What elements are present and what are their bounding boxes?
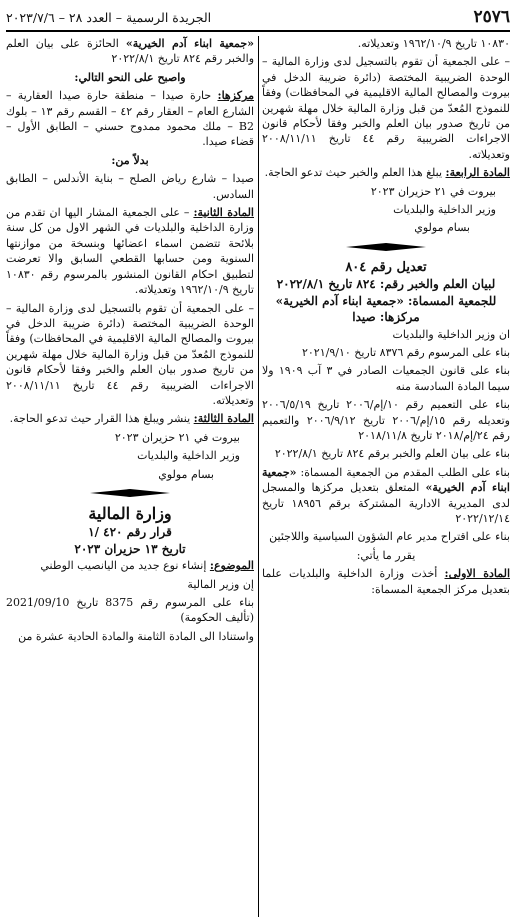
became-heading: واصبح على النحو التالي: [74, 70, 186, 84]
decision-number: قرار رقم ٤٢٠ /١ [88, 525, 172, 540]
separator-ornament [90, 488, 170, 498]
recital: واستنادا الى المادة الثامنة والمادة الحادية عشرة من [18, 629, 254, 643]
amendment-title: تعديل رقم ٨٠٤ [345, 259, 427, 275]
association-paragraph: «جمعية ابناء آدم الخيرية» الحائزة على بيان العلم والخبر رقم ٨٢٤ تاريخ ٢٠٢٢/٨/١ [6, 37, 254, 66]
article-4: المادة الرابعة: يبلغ هذا العلم والخبر حيث تدعو الحاجة. [264, 166, 510, 180]
recital: بناء على المرسوم رقم ٨٣٧٦ تاريخ ٢٠٢١/٩/١٠ [301, 345, 510, 359]
minister-name: بسام مولوي [414, 221, 470, 235]
decision-intro: يقرر ما يأتي: [356, 548, 416, 562]
tax-registration-paragraph: – على الجمعية أن تقوم بالتسجيل لدى وزارة المالية – الوحدة الضريبية المختصة (دائرة ضريبة الدخل في بيروت والمصالح المالية الاقليمية في المحافظات) وفقاً للنموذج المُعدّ من قبل وزارة المالية خلال مهلة شهرين من تاريخ صدور بيان العلم والخبر وفقا لأحكام قانون الاجراءات الضريبية رقم ٤٤ تاريخ ٢٠٠٨/١١/١١ وتعديلاته. [6, 301, 254, 407]
right-column [262, 36, 510, 917]
minister-name: بسام مولوي [158, 467, 214, 481]
page-header [6, 4, 510, 32]
column-divider [258, 36, 259, 917]
signature-date: بيروت في ٢١ حزيران ٢٠٢٣ [114, 430, 240, 444]
recital: بناء على المرسوم رقم 8375 تاريخ 2021/09/10 (تأليف الحكومة) [6, 596, 254, 625]
amendment-association: للجمعية المسماة: «جمعية ابناء آدم الخيرية» [275, 293, 497, 308]
minister-title: وزير الداخلية والبلديات [137, 449, 240, 463]
ministry-title: وزارة المالية [88, 503, 172, 523]
subject: الموضوع: إنشاء نوع جديد من اليانصيب الوطني [40, 559, 254, 573]
gazette-title: الجريدة الرسمية – العدد ٢٨ – ٢٠٢٣/٧/٦ [6, 9, 212, 25]
article-1: المادة الاولى: أخذت وزارة الداخلية والبلديات علما بتعديل مركز الجمعية المسماة: [262, 567, 510, 596]
page-number: ٢٥٧٦ [473, 7, 510, 27]
minister-title: وزير الداخلية والبلديات [393, 203, 496, 217]
preamble: إن وزير المالية [187, 577, 254, 591]
recital: بناء على قانون الجمعيات الصادر في ٣ آب ١٩٠٩ ولا سيما المادة السادسة منه [262, 364, 510, 393]
recital: بناء على الطلب المقدم من الجمعية المسماة: «جمعية ابناء آدم الخيرية» المتعلق بتعديل مركزها والمسجل لدى المديرية الادارية المشتركة برقم ١٨٩٥٦ تاريخ ٢٠٢٢/١٢/١٤ [262, 465, 510, 525]
preamble: ان وزير الداخلية والبلديات [392, 327, 510, 341]
left-column [6, 36, 254, 917]
decision-date: تاريخ ١٣ حزيران ٢٠٢٣ [74, 541, 186, 556]
article-3: المادة الثالثة: ينشر ويبلغ هذا القرار حيث تدعو الحاجة. [9, 412, 254, 426]
old-hq: صيدا – شارع رياض الصلح – بناية الأندلس – الطابق السادس. [6, 172, 254, 201]
recital: بناء على بيان العلم والخبر برقم ٨٢٤ تاريخ ٢٠٢٢/٨/١ [274, 447, 510, 461]
recital: بناء على التعميم رقم ١٠/إم/٢٠٠٦ تاريخ ٢٠٠٦/٥/١٩ وتعديله رقم ١٥/إم/٢٠٠٦ تاريخ ٢٠٠٦/٩/١٢ والتعميم رقم ٢٤/إم/٢٠١٨ تاريخ ٢٠١٨/١١/٨ [262, 398, 510, 442]
recital: بناء على اقتراح مدير عام الشؤون السياسية واللاجئين [269, 530, 510, 544]
amendment-hq: مركزها: صيدا [352, 310, 420, 325]
signature-date: بيروت في ٢١ حزيران ٢٠٢٣ [370, 184, 496, 198]
article-2: المادة الثانية: – على الجمعية المشار اليها ان تقدم من وزارة الداخلية والبلديات في الشهر الاول من كل سنة بلائحة تتضمن اسماء اعضائها وبنسخة من موازنتها السنوية ومن حسابها القطعي السابق والا تعرضت لتطبيق احكام القانون المنشور بالمرسوم رقم ١٠٨٣٠ تاريخ ١٩٦٢/١٠/٩ وتعديلاته. [6, 206, 254, 297]
tax-registration-paragraph: – على الجمعية أن تقوم بالتسجيل لدى وزارة المالية – الوحدة الضريبية المختصة (دائرة ضريبة الدخل في بيروت والمصالح المالية الاقليمية في المحافظات) وفقاً للنموذج المُعدّ من قبل وزارة المالية خلال مهلة شهرين من تاريخ صدور بيان العلم والخبر وفقا لأحكام قانون الاجراءات الضريبية رقم ٤٤ تاريخ ٢٠٠٨/١١/١١ وتعديلاته. [262, 55, 510, 161]
amendment-reference: لبيان العلم والخبر رقم: ٨٢٤ تاريخ ٢٠٢٢/٨/١ [276, 277, 496, 292]
separator-ornament [346, 242, 426, 252]
new-hq: مركزها: حارة صيدا – منطقة حارة صيدا العقارية – الشارع العام – العقار رقم ٤٢ – القسم رقم ١٣ – بلوك B2 – ملك محمود ممدوح حسني – الطابق الأول – قضاء صيدا. [6, 89, 254, 149]
paragraph: ١٠٨٣٠ تاريخ ١٩٦٢/١٠/٩ وتعديلاته. [357, 37, 510, 50]
instead-heading: بدلاً من: [111, 153, 149, 167]
